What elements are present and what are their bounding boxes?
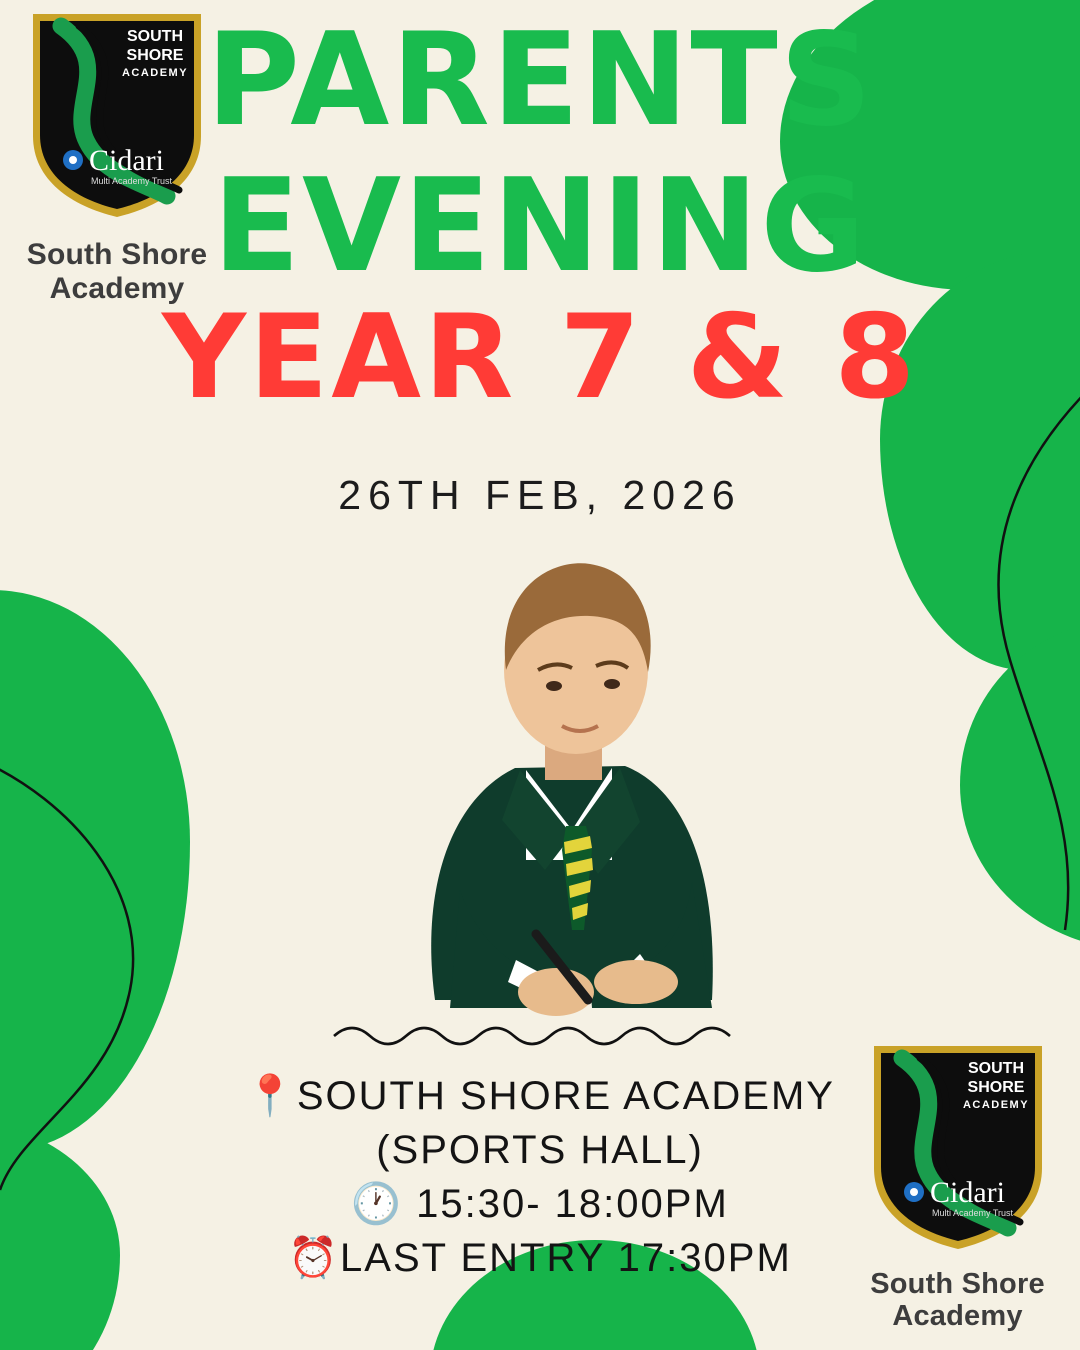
crest-line2-top: SHORE [126, 47, 184, 64]
location-name: SOUTH SHORE ACADEMY [296, 1074, 835, 1118]
school-name-bottom-line1: South Shore [870, 1268, 1045, 1300]
crest-line2-bottom: SHORE [967, 1079, 1024, 1096]
alarm-clock-icon: ⏰ [288, 1235, 341, 1281]
school-name-top-line1: South Shore [26, 238, 208, 271]
detail-location-line2: (SPORTS HALL) [376, 1128, 704, 1172]
cidari-star-icon-bottom [904, 1182, 924, 1202]
headline-line-1: PARENTS [206, 6, 874, 155]
trust-name-bottom: Cidari [929, 1176, 1005, 1209]
crest-line3-bottom: ACADEMY [962, 1099, 1029, 1111]
trust-sub-bottom: Multi Academy Trust [931, 1208, 1013, 1218]
trust-name-top: Cidari [89, 144, 164, 177]
school-name-bottom-line2: Academy [892, 1300, 1023, 1333]
student-photo [340, 530, 790, 1020]
decorative-blob-right-lower [960, 620, 1080, 950]
trust-sub-top: Multi Academy Trust [91, 176, 173, 186]
decorative-blob-left [0, 590, 190, 1150]
school-crest-icon-bottom [868, 1040, 1048, 1255]
last-entry-text: LAST ENTRY 17:30PM [340, 1236, 792, 1280]
crest-line1-bottom: SOUTH [967, 1060, 1024, 1077]
crest-line3-top: ACADEMY [121, 67, 189, 79]
cidari-star-icon [63, 150, 83, 170]
wave-divider [330, 1016, 760, 1052]
clock-icon: 🕐 [351, 1181, 404, 1227]
headline-line-2: EVENING [212, 152, 868, 301]
time-text: 15:30- 18:00PM [416, 1182, 729, 1226]
crest-line1-top: SOUTH [127, 28, 183, 45]
event-date: 26TH FEB, 2026 [338, 472, 742, 518]
school-name-top-line2: Academy [49, 271, 185, 305]
school-logo-bottom [855, 1040, 1060, 1333]
location-pin-icon: 📍 [245, 1073, 297, 1119]
headline-line-3: YEAR 7 & 8 [161, 290, 919, 425]
